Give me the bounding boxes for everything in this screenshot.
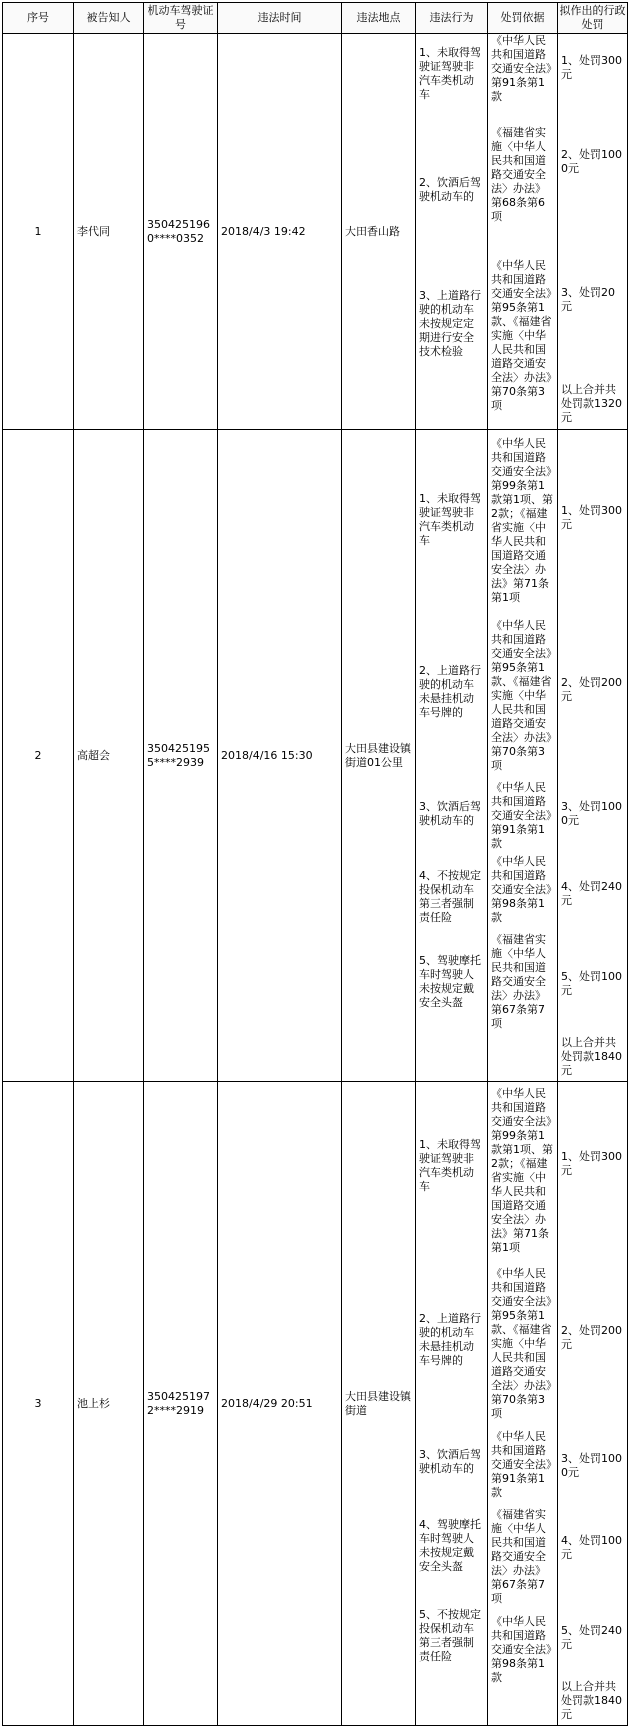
violation-item: 1、未取得驾驶证驾驶非汽车类机动车 <box>419 46 481 101</box>
row-license: 3504251955****2939 <box>147 741 210 769</box>
row-name: 池上杉 <box>77 1396 110 1410</box>
penalty-item: 1、处罚300元 <box>561 1150 622 1177</box>
penalty-item: 2、处罚1000元 <box>561 148 622 175</box>
penalty-item: 5、处罚240元 <box>561 1624 622 1651</box>
penalty-item: 4、处罚100元 <box>561 1534 622 1561</box>
table-row <box>2 34 628 430</box>
header-violation: 违法行为 <box>416 2 488 34</box>
header-license: 机动车驾驶证号 <box>144 2 218 34</box>
basis-item: 《福建省实施〈中华人民共和国道路交通安全法〉办法》第68条第6项 <box>491 126 546 223</box>
penalty-total: 以上合并共处罚款1840元 <box>561 1680 622 1721</box>
penalty-item: 1、处罚300元 <box>561 504 622 531</box>
basis-item: 《中华人民共和国道路交通安全法》第95条第1款、《福建省实施〈中华人民共和国道路交通安全法〉办法》第70条第3项 <box>491 1267 552 1420</box>
penalty-table <box>2 2 628 1726</box>
header-basis: 处罚依据 <box>488 2 558 34</box>
basis-item: 《中华人民共和国道路交通安全法》第91条第1款 <box>491 34 552 103</box>
basis-item: 《中华人民共和国道路交通安全法》第99条第1款第1项、第2款；《福建省实施〈中华人民共和国道路交通安全法〉办法》第71条第1项 <box>491 437 553 604</box>
basis-item: 《福建省实施〈中华人民共和国道路交通安全法〉办法》第67条第7项 <box>491 933 546 1030</box>
row-place: 大田县建设镇街道 <box>345 1389 411 1417</box>
row-place: 大田香山路 <box>345 224 400 238</box>
violation-item: 5、驾驶摩托车时驾驶人未按规定戴安全头盔 <box>419 954 481 1009</box>
violation-item: 2、上道路行驶的机动车未悬挂机动车号牌的 <box>419 1312 481 1367</box>
row-license: 3504251960****0352 <box>147 217 210 245</box>
table-row <box>2 430 628 1082</box>
basis-item: 《中华人民共和国道路交通安全法》第99条第1款第1项、第2款；《福建省实施〈中华人民共和国道路交通安全法〉办法》第71条第1项 <box>491 1087 553 1254</box>
violation-item: 1、未取得驾驶证驾驶非汽车类机动车 <box>419 492 481 547</box>
penalty-total: 以上合并共处罚款1320元 <box>561 383 622 424</box>
header-no: 序号 <box>2 2 74 34</box>
row-place: 大田县建设镇街道01公里 <box>345 741 411 769</box>
basis-item: 《中华人民共和国道路交通安全法》第91条第1款 <box>491 1430 552 1499</box>
violation-item: 2、饮酒后驾驶机动车的 <box>419 176 481 203</box>
table-header <box>2 2 628 34</box>
penalty-item: 3、处罚1000元 <box>561 800 622 827</box>
violation-item: 5、不按规定投保机动车第三者强制责任险 <box>419 1608 481 1663</box>
basis-item: 《中华人民共和国道路交通安全法》第98条第1款 <box>491 855 552 924</box>
row-time: 2018/4/29 20:51 <box>221 1396 313 1410</box>
penalty-item: 5、处罚100元 <box>561 970 622 997</box>
row-name: 高超会 <box>77 748 110 762</box>
violation-item: 1、未取得驾驶证驾驶非汽车类机动车 <box>419 1138 481 1193</box>
basis-item: 《福建省实施〈中华人民共和国道路交通安全法〉办法》第67条第7项 <box>491 1508 546 1605</box>
row-no: 2 <box>34 748 42 762</box>
penalty-item: 2、处罚200元 <box>561 1324 622 1351</box>
penalty-item: 3、处罚1000元 <box>561 1452 622 1479</box>
table-row <box>2 1082 628 1726</box>
violation-item: 3、饮酒后驾驶机动车的 <box>419 800 481 827</box>
penalty-item: 1、处罚300元 <box>561 54 622 81</box>
penalty-item: 4、处罚240元 <box>561 880 622 907</box>
header-name: 被告知人 <box>74 2 144 34</box>
violation-item: 2、上道路行驶的机动车未悬挂机动车号牌的 <box>419 664 481 719</box>
penalty-total: 以上合并共处罚款1840元 <box>561 1036 622 1077</box>
violation-item: 3、上道路行驶的机动车未按规定定期进行安全技术检验 <box>419 289 481 358</box>
basis-item: 《中华人民共和国道路交通安全法》第95条第1款、《福建省实施〈中华人民共和国道路交通安全法〉办法》第70条第3项 <box>491 259 552 412</box>
header-penalty: 拟作出的行政处罚 <box>558 2 628 34</box>
violation-item: 3、饮酒后驾驶机动车的 <box>419 1448 481 1475</box>
basis-item: 《中华人民共和国道路交通安全法》第91条第1款 <box>491 781 552 850</box>
basis-item: 《中华人民共和国道路交通安全法》第95条第1款、《福建省实施〈中华人民共和国道路交通安全法〉办法》第70条第3项 <box>491 619 552 772</box>
violation-item: 4、驾驶摩托车时驾驶人未按规定戴安全头盔 <box>419 1518 481 1573</box>
row-no: 1 <box>34 224 42 238</box>
violation-item: 4、不按规定投保机动车第三者强制责任险 <box>419 869 481 924</box>
row-license: 3504251972****2919 <box>147 1389 210 1417</box>
row-time: 2018/4/3 19:42 <box>221 224 306 238</box>
row-name: 李代同 <box>77 224 110 238</box>
header-place: 违法地点 <box>342 2 416 34</box>
row-no: 3 <box>34 1396 42 1410</box>
row-time: 2018/4/16 15:30 <box>221 748 313 762</box>
penalty-item: 2、处罚200元 <box>561 676 622 703</box>
basis-item: 《中华人民共和国道路交通安全法》第98条第1款 <box>491 1615 552 1684</box>
penalty-item: 3、处罚20元 <box>561 286 615 313</box>
header-time: 违法时间 <box>218 2 342 34</box>
